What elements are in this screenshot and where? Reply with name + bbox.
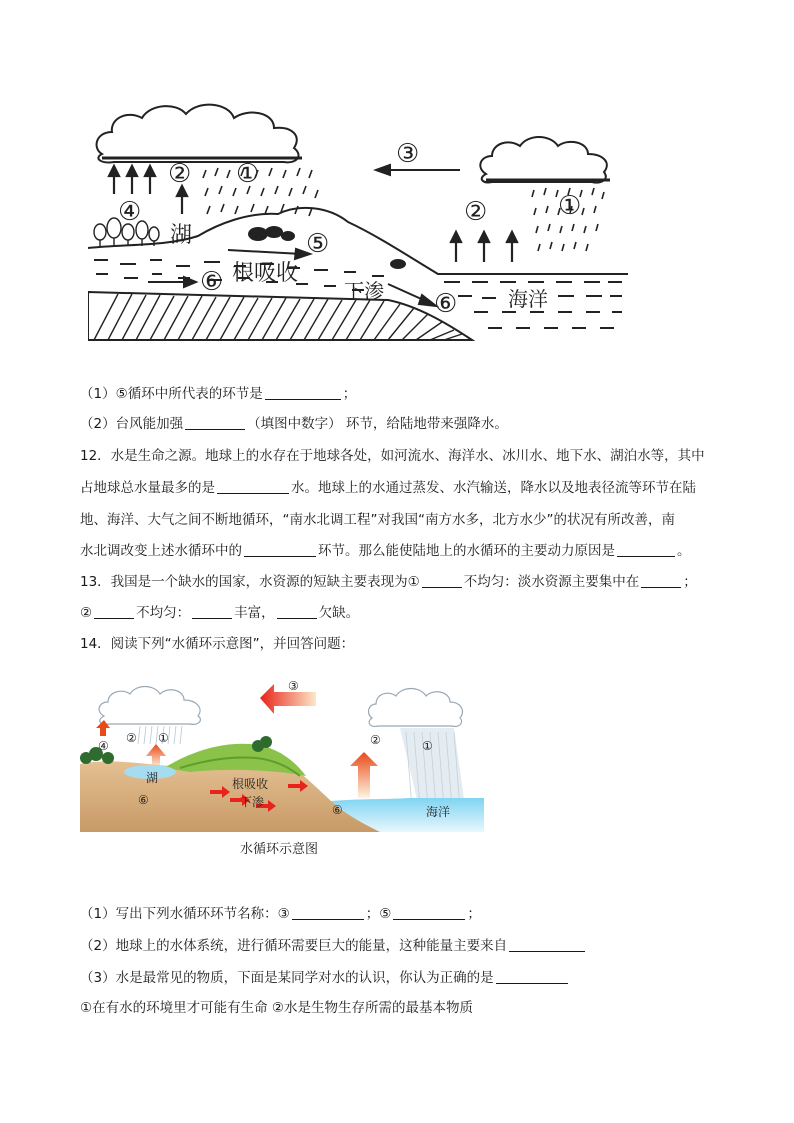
answer-blank[interactable] xyxy=(292,905,364,920)
label-groundwater-right: ⑥ xyxy=(332,803,343,817)
hill xyxy=(88,208,628,274)
q12-line2: 占地球总水量最多的是 水。地球上的水通过蒸发、水汽输送，降水以及地表径流等环节在陆 xyxy=(80,480,696,496)
q11-part1: （1）⑤循环中所代表的环节是 ； xyxy=(80,386,357,402)
label-ocean: 海洋 xyxy=(508,287,548,311)
label-lake: 湖 xyxy=(146,771,159,785)
runoff-arrow xyxy=(228,249,310,259)
label-ocean: 海洋 xyxy=(426,805,451,819)
answer-blank[interactable] xyxy=(277,604,317,619)
q12-line3: 地、海洋、大气之间不断地循环，“南水北调工程”对我国“南方水多，北方水少”的状况有所改善，南 xyxy=(80,512,675,528)
q13-line1: 13．我国是一个缺水的国家，水资源的短缺主要表现为① 不均匀：淡水资源主要集中在 ； xyxy=(80,574,697,590)
right-cloud xyxy=(480,137,607,183)
label-lake: 湖 xyxy=(170,223,193,248)
label-evaporation-lake: ② xyxy=(168,159,192,189)
q14-part3: （3）水是最常见的物质，下面是某同学对水的认识，你认为正确的是 xyxy=(80,968,720,988)
label-precipitation-right: ① xyxy=(558,191,582,221)
label-evaporation-lake: ② xyxy=(126,731,137,745)
water-cycle-diagram-2 xyxy=(80,672,484,832)
label-evaporation-ocean: ② xyxy=(464,197,488,227)
answer-blank[interactable] xyxy=(265,385,341,400)
answer-blank[interactable] xyxy=(617,542,675,557)
ocean-evaporation-arrow xyxy=(350,752,378,798)
left-cloud xyxy=(97,105,299,163)
water-cycle-diagram-1 xyxy=(88,96,628,344)
label-root-absorb: 根吸收 xyxy=(232,261,299,286)
label-transpiration: ④ xyxy=(98,739,109,753)
label-precipitation-right: ① xyxy=(422,739,433,753)
label-infiltration: 下渗 xyxy=(344,279,384,303)
answer-blank[interactable] xyxy=(496,969,568,984)
q14-options: ①在有水的环境里才可能有生命 ②水是生物生存所需的最基本物质 xyxy=(80,1000,473,1016)
label-precipitation-left: ① xyxy=(236,159,260,189)
figure-caption: 水循环示意图 xyxy=(240,842,319,857)
answer-blank[interactable] xyxy=(509,937,585,952)
answer-blank[interactable] xyxy=(393,905,465,920)
q12-line1: 12．水是生命之源。地球上的水存在于地球各处，如河流水、海洋水、冰川水、地下水、湖泊水等，其中 xyxy=(80,448,705,464)
answer-blank[interactable] xyxy=(244,542,316,557)
label-root-absorb: 根吸收 xyxy=(232,777,269,791)
label-transpiration: ④ xyxy=(118,197,142,227)
label-vapor-transport: ③ xyxy=(396,139,420,169)
answer-blank[interactable] xyxy=(192,604,232,619)
left-cloud xyxy=(99,687,200,725)
answer-blank[interactable] xyxy=(185,415,245,430)
label-evaporation-ocean: ② xyxy=(370,733,381,747)
right-cloud xyxy=(369,689,463,727)
answer-blank[interactable] xyxy=(94,604,134,619)
answer-blank[interactable] xyxy=(641,573,681,588)
label-groundwater-left: ⑥ xyxy=(200,267,224,297)
lake-evaporation-arrow xyxy=(177,186,187,214)
transpiration-arrows xyxy=(109,166,155,194)
label-infiltration: 下渗 xyxy=(240,795,265,809)
label-groundwater-left: ⑥ xyxy=(138,793,149,807)
answer-blank[interactable] xyxy=(217,479,289,494)
q11-part2: （2）台风能加强 （填图中数字） 环节，给陆地带来强降水。 xyxy=(80,416,508,432)
answer-blank[interactable] xyxy=(422,573,462,588)
label-groundwater-right: ⑥ xyxy=(434,289,458,319)
label-vapor-transport: ③ xyxy=(288,679,299,693)
label-precipitation-left: ① xyxy=(158,731,169,745)
q14-part1: （1）写出下列水循环环节名称：③ ；⑤ ； xyxy=(80,906,481,922)
q13-line2: ② 不均匀： 丰富， 欠缺。 xyxy=(80,605,360,621)
label-runoff: ⑤ xyxy=(306,229,330,259)
ocean-evaporation-arrows xyxy=(451,232,517,262)
q14-part2: （2）地球上的水体系统，进行循环需要巨大的能量，这种能量主要来自 xyxy=(80,936,720,956)
q14-intro: 14．阅读下列“水循环示意图”，并回答问题： xyxy=(80,636,355,652)
q12-line4: 水北调改变上述水循环中的 环节。那么能使陆地上的水循环的主要动力原因是 。 xyxy=(80,543,691,559)
